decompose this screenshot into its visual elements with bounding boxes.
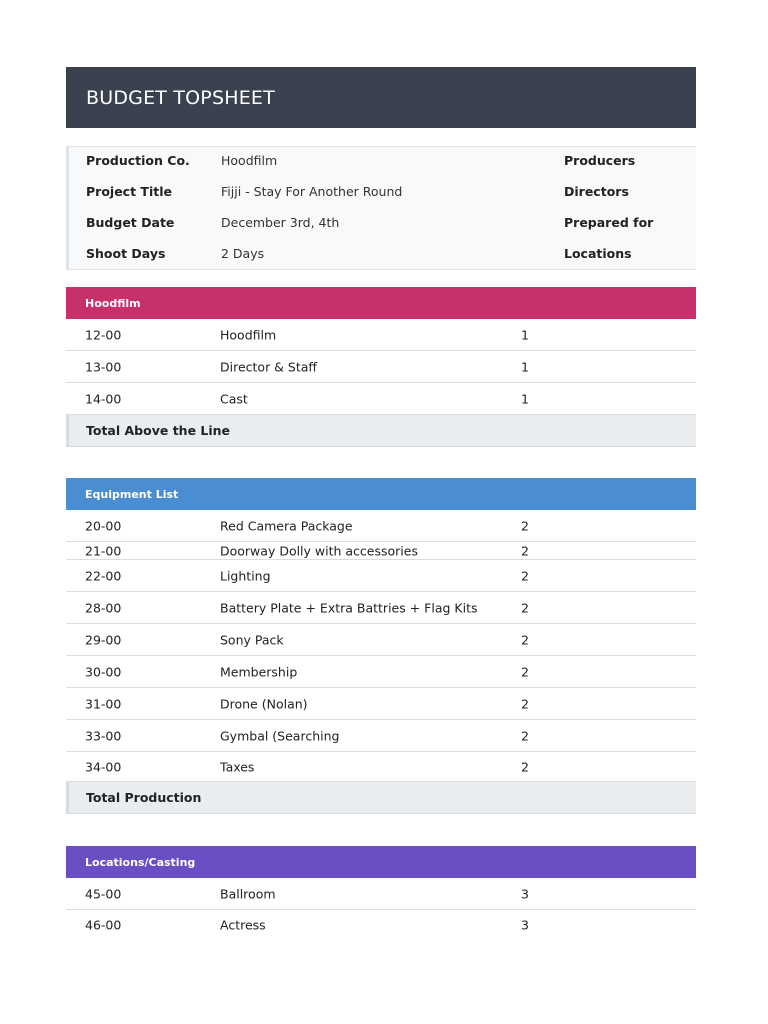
total-row-production [66,782,696,814]
section-title: Equipment List [85,487,179,501]
directors-label: Directors [564,184,629,199]
table-row [66,510,696,542]
line-item-quantity: 1 [521,391,529,406]
line-item-description: Lighting [220,568,271,583]
account-code: 33-00 [85,728,122,743]
table-row [66,656,696,688]
account-code: 45-00 [85,886,122,901]
line-item-description: Sony Pack [220,632,284,647]
table-row [66,319,696,351]
table-row [66,720,696,752]
section-header-hoodfilm [66,287,696,319]
info-row-budget-date [69,213,699,233]
table-row [66,592,696,624]
account-code: 20-00 [85,518,122,533]
account-code: 46-00 [85,917,122,933]
line-item-quantity: 1 [521,359,529,374]
total-label: Total Above the Line [86,423,231,438]
table-row [66,752,696,782]
line-item-quantity: 2 [521,696,529,711]
account-code: 21-00 [85,543,122,558]
project-title-value: Fijji - Stay For Another Round [221,184,403,199]
account-code: 34-00 [85,759,122,774]
line-item-quantity: 2 [521,518,529,533]
info-row-production-co [69,151,699,171]
line-item-quantity: 2 [521,728,529,743]
total-row-above-the-line [66,415,696,447]
prepared-for-label: Prepared for [564,215,654,230]
account-code: 12-00 [85,327,122,342]
account-code: 28-00 [85,600,122,615]
production-co-value: Hoodfilm [221,153,278,168]
line-item-quantity: 3 [521,886,529,901]
line-item-description: Red Camera Package [220,518,353,533]
project-title-label: Project Title [86,184,172,199]
line-item-description: Gymbal (Searching [220,728,340,743]
shoot-days-value: 2 Days [221,246,265,261]
line-item-description: Taxes [220,759,255,774]
line-item-description: Ballroom [220,886,276,901]
table-row [66,560,696,592]
line-item-description: Battery Plate + Extra Battries + Flag Kits [220,600,478,615]
line-item-description: Cast [220,391,248,406]
line-item-quantity: 1 [521,327,529,342]
page-title: BUDGET TOPSHEET [86,86,275,109]
line-item-description: Actress [220,917,266,933]
table-row [66,910,696,940]
line-item-description: Doorway Dolly with accessories [220,543,418,558]
producers-label: Producers [564,153,636,168]
line-item-quantity: 2 [521,600,529,615]
line-item-description: Drone (Nolan) [220,696,308,711]
section-header-equipment-list [66,478,696,510]
info-row-shoot-days [69,244,699,264]
line-item-description: Membership [220,664,298,679]
line-item-quantity: 2 [521,759,529,774]
section-title: Locations/Casting [85,855,196,869]
table-row [66,878,696,910]
account-code: 13-00 [85,359,122,374]
account-code: 14-00 [85,391,122,406]
table-row [66,383,696,415]
account-code: 31-00 [85,696,122,711]
production-co-label: Production Co. [86,153,190,168]
locations-label: Locations [564,246,632,261]
account-code: 29-00 [85,632,122,647]
line-item-description: Hoodfilm [220,327,277,342]
account-code: 22-00 [85,568,122,583]
table-row [66,688,696,720]
production-info-box [66,146,696,270]
table-row [66,542,696,560]
line-item-quantity: 2 [521,543,529,558]
shoot-days-label: Shoot Days [86,246,166,261]
line-item-quantity: 2 [521,632,529,647]
table-row [66,624,696,656]
line-item-description: Director & Staff [220,359,318,374]
budget-date-label: Budget Date [86,215,175,230]
account-code: 30-00 [85,664,122,679]
info-row-project-title [69,182,699,202]
table-row [66,351,696,383]
line-item-quantity: 2 [521,664,529,679]
line-item-quantity: 3 [521,917,529,933]
budget-date-value: December 3rd, 4th [221,215,340,230]
section-title: Hoodfilm [85,296,141,310]
line-item-quantity: 2 [521,568,529,583]
title-bar [66,67,696,128]
section-header-locations-casting [66,846,696,878]
total-label: Total Production [86,790,202,805]
